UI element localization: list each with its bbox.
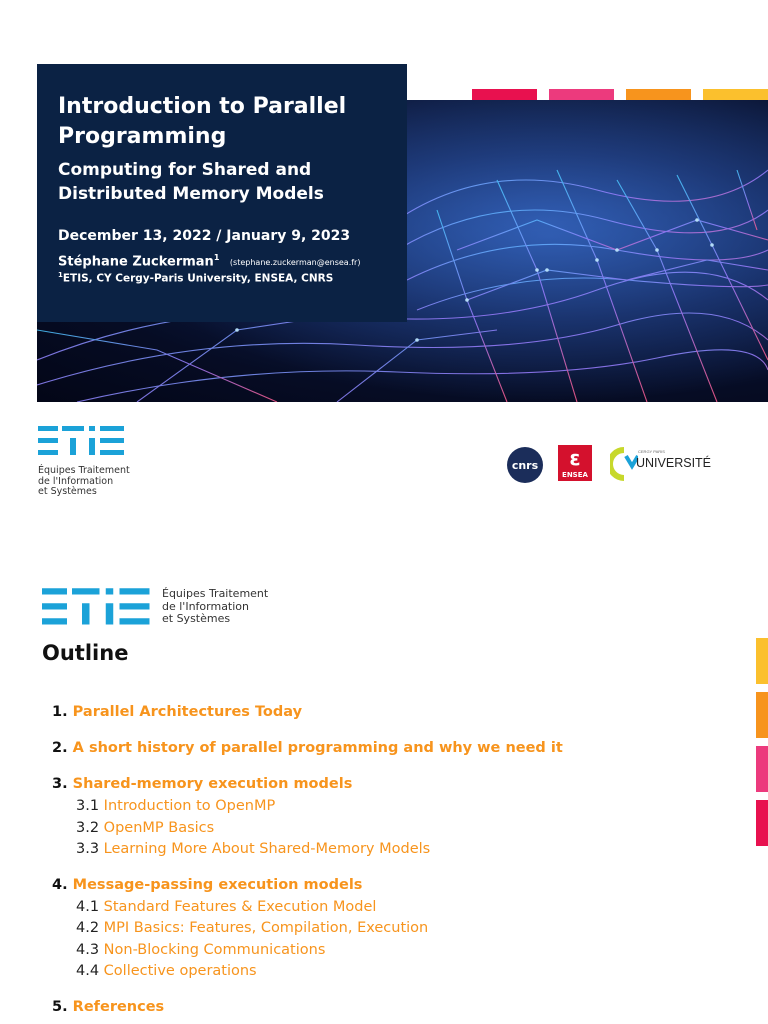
etis-line-1: Équipes Traitement [162,587,269,600]
etis-wordmark-icon [38,426,126,456]
side-bar-2 [756,692,768,738]
author-email: (stephane.zuckerman@ensea.fr) [229,258,361,268]
outline-subsection[interactable] [76,918,752,940]
etis-logo [38,426,130,498]
subsection-number: 4.1 [76,898,100,915]
subsection-link[interactable]: Learning More About Shared-Memory Models [103,841,431,857]
subsection-link[interactable]: Non-Blocking Communications [103,941,326,958]
etis-wordmark-icon [42,588,152,626]
section-link[interactable]: Message-passing execution models [72,876,363,893]
side-bar-1 [756,638,768,684]
subsection-link[interactable]: Collective operations [103,963,257,979]
outline-section[interactable] [52,995,752,1019]
outline-section[interactable] [52,736,752,760]
subsection-link[interactable]: OpenMP Basics [103,819,215,836]
presentation-subtitle: Computing for Shared and Distributed Memory Models [58,160,324,204]
etis-line-3: et Systèmes [38,486,97,497]
section-number: 3. [52,776,68,792]
subsection-link[interactable]: Standard Features & Execution Model [103,898,377,915]
outline-section[interactable] [52,700,752,724]
author-line [58,253,387,269]
outline-subsection[interactable] [76,839,752,861]
universite-label: UNIVERSITÉ [636,456,712,470]
side-bar-4 [756,800,768,846]
author-name: Stéphane Zuckerman [58,254,214,270]
subsection-number: 3.3 [76,841,100,857]
cergy-paris-label: CERGY PARIS [638,449,665,454]
subsection-number: 4.2 [76,920,100,936]
ensea-glyph: ε [569,446,581,470]
subsection-link[interactable]: Introduction to OpenMP [103,798,276,814]
subsection-number: 4.4 [76,963,100,979]
ensea-logo-text: ENSEA [562,471,588,479]
section-number: 4. [52,876,68,893]
outline-subsection[interactable] [76,818,752,840]
title-box [37,64,407,322]
subsection-link[interactable]: MPI Basics: Features, Compilation, Execution [103,920,429,936]
outline-heading: Outline [42,641,129,665]
subsection-number: 3.1 [76,798,100,814]
section-link[interactable]: Parallel Architectures Today [72,704,303,720]
ensea-logo [558,445,592,481]
etis-line-1: Équipes Traitement [38,465,130,476]
author-superscript: 1 [213,253,220,262]
section-link[interactable]: Shared-memory execution models [72,776,353,792]
side-bar-3 [756,746,768,792]
affiliation-superscript: 1 [58,271,63,280]
section-number: 1. [52,704,68,720]
outline-subsection[interactable] [76,796,752,818]
presentation-date: December 13, 2022 / January 9, 2023 [58,228,351,244]
etis-line-2: de l'Information [38,475,114,487]
section-link[interactable]: A short history of parallel programming and why we need it [72,740,563,756]
outline-section[interactable] [52,873,752,897]
section-number: 2. [52,740,68,756]
outline-subsection[interactable] [76,897,752,919]
subsection-number: 3.2 [76,819,100,836]
section-number: 5. [52,998,68,1015]
cnrs-logo [507,447,543,483]
presentation-title: Introduction to Parallel Programming [58,94,347,149]
section-link[interactable]: References [72,998,165,1015]
etis-line-3: et Systèmes [162,612,231,625]
subsection-number: 4.3 [76,941,100,958]
cy-university-icon [610,446,638,482]
etis-line-2: de l'Information [162,599,250,613]
outline-subsection[interactable] [76,961,752,983]
affiliation-line [58,271,387,285]
outline-subsection[interactable] [76,940,752,962]
affiliation-text: ETIS, CY Cergy-Paris University, ENSEA, CNRS [62,272,334,285]
outline-section[interactable] [52,772,752,796]
cnrs-logo-text: cnrs [511,458,539,472]
outline-list [52,700,752,1019]
